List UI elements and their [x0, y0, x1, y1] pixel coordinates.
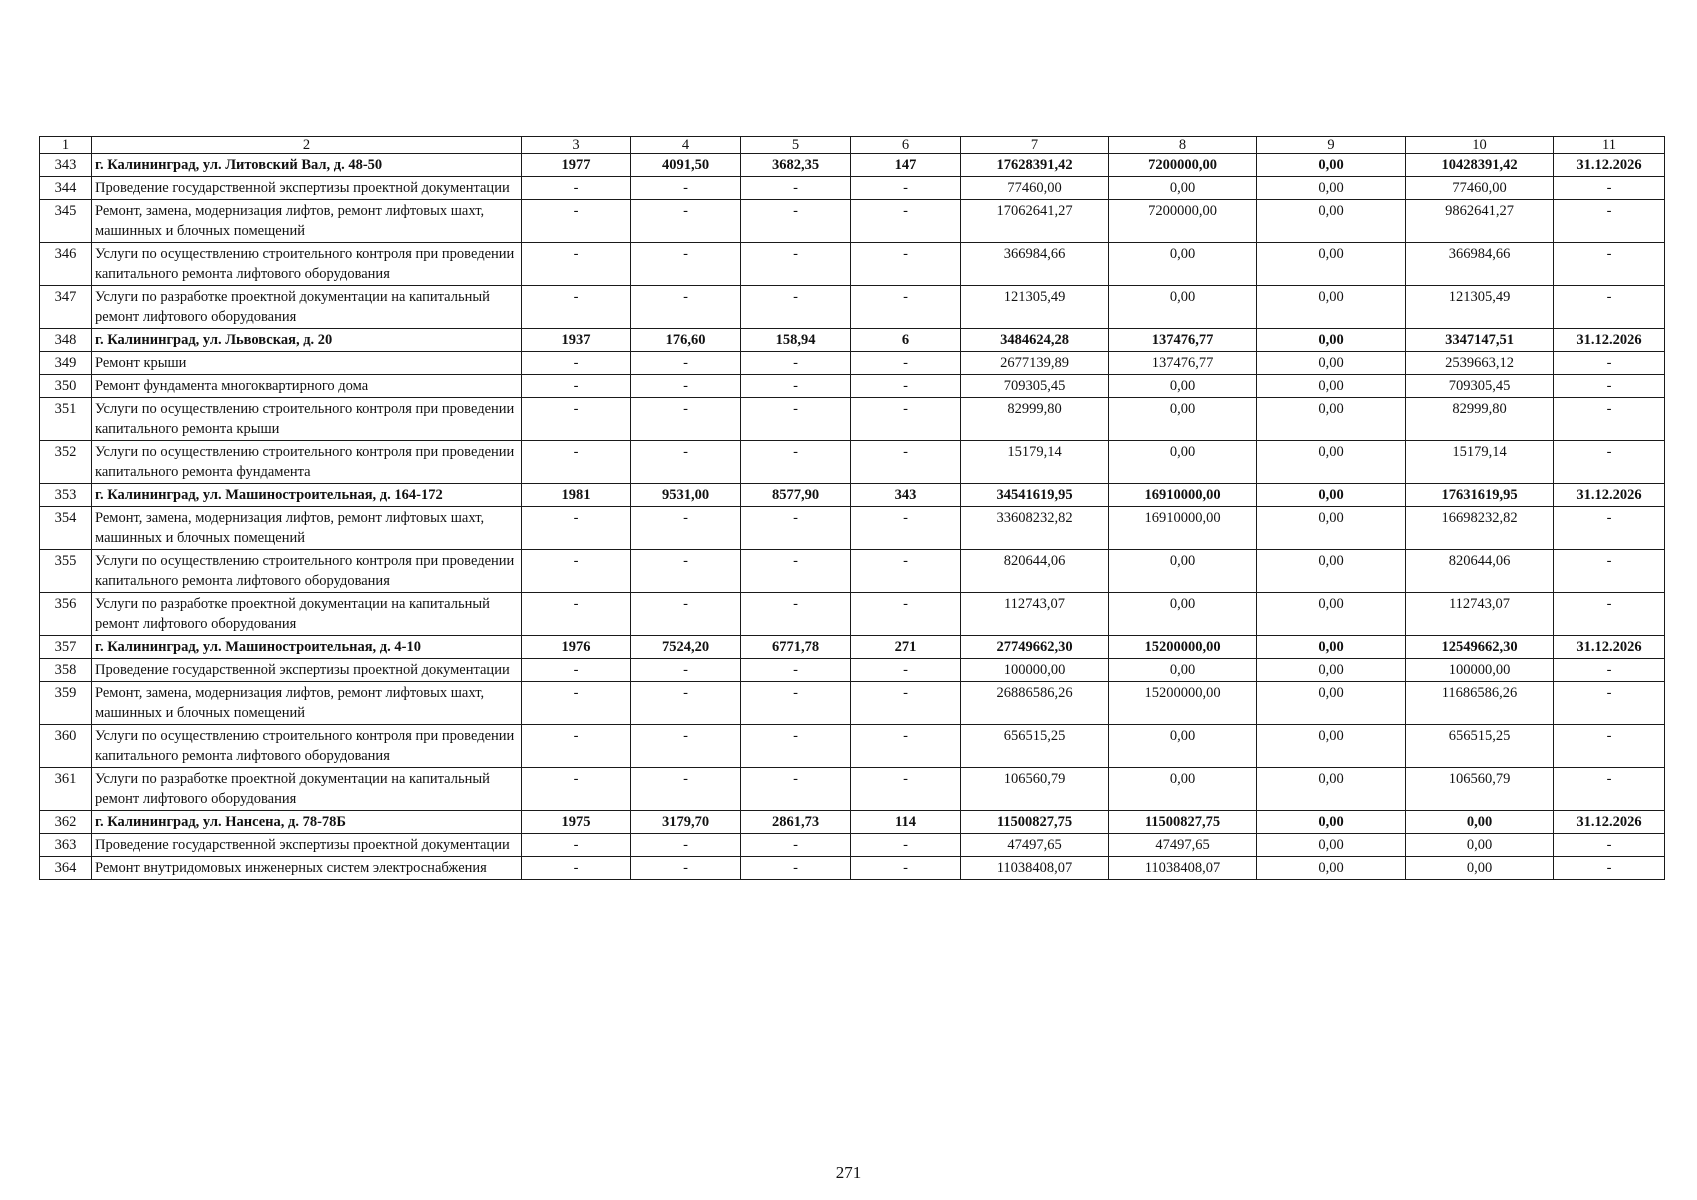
value-cell: 77460,00 — [1406, 177, 1554, 200]
address-row — [40, 811, 1665, 834]
value-cell: - — [851, 375, 961, 398]
value-cell: 15179,14 — [961, 441, 1109, 484]
value-cell: 0,00 — [1109, 286, 1257, 329]
row-number: 361 — [40, 768, 92, 811]
column-number: 6 — [851, 137, 961, 154]
value-cell: 0,00 — [1257, 329, 1406, 352]
value-cell: 7200000,00 — [1109, 154, 1257, 177]
value-cell: 0,00 — [1109, 725, 1257, 768]
value-cell: 0,00 — [1257, 550, 1406, 593]
value-cell: - — [851, 682, 961, 725]
value-cell: 0,00 — [1257, 834, 1406, 857]
deadline-cell: - — [1554, 507, 1665, 550]
work-description: Ремонт крыши — [92, 352, 522, 375]
value-cell: 0,00 — [1109, 375, 1257, 398]
deadline-cell: - — [1554, 550, 1665, 593]
value-cell: 0,00 — [1109, 768, 1257, 811]
value-cell: - — [741, 593, 851, 636]
value-cell: 2861,73 — [741, 811, 851, 834]
value-cell: 0,00 — [1257, 857, 1406, 880]
value-cell: 1977 — [522, 154, 631, 177]
value-cell: - — [851, 725, 961, 768]
value-cell: - — [522, 550, 631, 593]
value-cell: 16698232,82 — [1406, 507, 1554, 550]
value-cell: - — [522, 352, 631, 375]
value-cell: - — [522, 857, 631, 880]
address-row — [40, 484, 1665, 507]
deadline-cell: - — [1554, 177, 1665, 200]
value-cell: 0,00 — [1257, 811, 1406, 834]
value-cell: 271 — [851, 636, 961, 659]
value-cell: 3682,35 — [741, 154, 851, 177]
work-row — [40, 398, 1665, 441]
value-cell: 0,00 — [1257, 200, 1406, 243]
work-row — [40, 286, 1665, 329]
value-cell: - — [631, 177, 741, 200]
value-cell: 366984,66 — [1406, 243, 1554, 286]
value-cell: 7200000,00 — [1109, 200, 1257, 243]
value-cell: 656515,25 — [1406, 725, 1554, 768]
value-cell: - — [631, 441, 741, 484]
value-cell: - — [631, 682, 741, 725]
value-cell: 366984,66 — [961, 243, 1109, 286]
deadline-cell: - — [1554, 659, 1665, 682]
deadline-cell: - — [1554, 375, 1665, 398]
value-cell: 137476,77 — [1109, 329, 1257, 352]
value-cell: 17631619,95 — [1406, 484, 1554, 507]
value-cell: - — [851, 200, 961, 243]
value-cell: - — [631, 550, 741, 593]
work-description: Услуги по разработке проектной документации на капитальный ремонт лифтового оборудования — [92, 286, 522, 329]
value-cell: 121305,49 — [961, 286, 1109, 329]
row-number: 360 — [40, 725, 92, 768]
column-number: 5 — [741, 137, 851, 154]
address-cell: г. Калининград, ул. Машиностроительная, д. 4-10 — [92, 636, 522, 659]
deadline-cell: - — [1554, 286, 1665, 329]
value-cell: - — [631, 593, 741, 636]
value-cell: 82999,80 — [961, 398, 1109, 441]
value-cell: 100000,00 — [961, 659, 1109, 682]
address-cell: г. Калининград, ул. Литовский Вал, д. 48-50 — [92, 154, 522, 177]
row-number: 359 — [40, 682, 92, 725]
value-cell: - — [851, 593, 961, 636]
row-number: 355 — [40, 550, 92, 593]
work-row — [40, 768, 1665, 811]
value-cell: 6 — [851, 329, 961, 352]
value-cell: 147 — [851, 154, 961, 177]
row-number: 346 — [40, 243, 92, 286]
value-cell: 77460,00 — [961, 177, 1109, 200]
row-number: 362 — [40, 811, 92, 834]
value-cell: 15200000,00 — [1109, 682, 1257, 725]
value-cell: - — [851, 286, 961, 329]
work-description: Ремонт, замена, модернизация лифтов, ремонт лифтовых шахт, машинных и блочных помещений — [92, 200, 522, 243]
value-cell: - — [522, 398, 631, 441]
value-cell: 0,00 — [1257, 507, 1406, 550]
value-cell: - — [851, 768, 961, 811]
value-cell: - — [631, 398, 741, 441]
value-cell: 0,00 — [1257, 725, 1406, 768]
value-cell: 11038408,07 — [961, 857, 1109, 880]
deadline-cell: 31.12.2026 — [1554, 636, 1665, 659]
value-cell: 15200000,00 — [1109, 636, 1257, 659]
value-cell: - — [522, 507, 631, 550]
row-number: 344 — [40, 177, 92, 200]
value-cell: - — [522, 593, 631, 636]
value-cell: 10428391,42 — [1406, 154, 1554, 177]
value-cell: - — [741, 834, 851, 857]
value-cell: 0,00 — [1406, 857, 1554, 880]
value-cell: - — [741, 550, 851, 593]
row-number: 354 — [40, 507, 92, 550]
value-cell: 656515,25 — [961, 725, 1109, 768]
value-cell: 9531,00 — [631, 484, 741, 507]
value-cell: - — [741, 375, 851, 398]
value-cell: 0,00 — [1257, 484, 1406, 507]
value-cell: - — [851, 659, 961, 682]
value-cell: - — [741, 725, 851, 768]
value-cell: - — [851, 352, 961, 375]
value-cell: 16910000,00 — [1109, 507, 1257, 550]
value-cell: 0,00 — [1109, 398, 1257, 441]
value-cell: - — [741, 177, 851, 200]
work-row — [40, 725, 1665, 768]
work-description: Услуги по разработке проектной документации на капитальный ремонт лифтового оборудования — [92, 593, 522, 636]
value-cell: 112743,07 — [961, 593, 1109, 636]
value-cell: - — [741, 507, 851, 550]
deadline-cell: - — [1554, 857, 1665, 880]
value-cell: 4091,50 — [631, 154, 741, 177]
value-cell: - — [522, 243, 631, 286]
value-cell: 820644,06 — [961, 550, 1109, 593]
value-cell: - — [522, 286, 631, 329]
value-cell: - — [522, 375, 631, 398]
value-cell: 0,00 — [1257, 177, 1406, 200]
value-cell: - — [522, 441, 631, 484]
work-row — [40, 243, 1665, 286]
row-number: 357 — [40, 636, 92, 659]
value-cell: - — [631, 834, 741, 857]
value-cell: 176,60 — [631, 329, 741, 352]
value-cell: 0,00 — [1109, 177, 1257, 200]
deadline-cell: - — [1554, 682, 1665, 725]
deadline-cell: - — [1554, 834, 1665, 857]
work-row — [40, 441, 1665, 484]
value-cell: - — [851, 398, 961, 441]
value-cell: - — [741, 352, 851, 375]
row-number: 358 — [40, 659, 92, 682]
column-number: 1 — [40, 137, 92, 154]
value-cell: - — [851, 441, 961, 484]
value-cell: 3347147,51 — [1406, 329, 1554, 352]
value-cell: - — [631, 243, 741, 286]
value-cell: 6771,78 — [741, 636, 851, 659]
value-cell: 114 — [851, 811, 961, 834]
value-cell: - — [631, 352, 741, 375]
value-cell: - — [741, 857, 851, 880]
value-cell: - — [631, 857, 741, 880]
deadline-cell: 31.12.2026 — [1554, 329, 1665, 352]
work-row — [40, 352, 1665, 375]
value-cell: 17062641,27 — [961, 200, 1109, 243]
value-cell: 34541619,95 — [961, 484, 1109, 507]
value-cell: 27749662,30 — [961, 636, 1109, 659]
value-cell: 0,00 — [1109, 550, 1257, 593]
work-description: Проведение государственной экспертизы проектной документации — [92, 834, 522, 857]
value-cell: - — [631, 200, 741, 243]
address-row — [40, 636, 1665, 659]
value-cell: 33608232,82 — [961, 507, 1109, 550]
value-cell: 106560,79 — [1406, 768, 1554, 811]
row-number: 353 — [40, 484, 92, 507]
value-cell: 0,00 — [1257, 398, 1406, 441]
value-cell: - — [631, 768, 741, 811]
value-cell: 82999,80 — [1406, 398, 1554, 441]
value-cell: - — [741, 200, 851, 243]
value-cell: 9862641,27 — [1406, 200, 1554, 243]
column-number: 11 — [1554, 137, 1665, 154]
value-cell: 11038408,07 — [1109, 857, 1257, 880]
deadline-cell: - — [1554, 398, 1665, 441]
work-description: Проведение государственной экспертизы проектной документации — [92, 659, 522, 682]
deadline-cell: - — [1554, 441, 1665, 484]
deadline-cell: 31.12.2026 — [1554, 484, 1665, 507]
value-cell: 2539663,12 — [1406, 352, 1554, 375]
value-cell: 137476,77 — [1109, 352, 1257, 375]
value-cell: 12549662,30 — [1406, 636, 1554, 659]
value-cell: - — [522, 177, 631, 200]
value-cell: 1976 — [522, 636, 631, 659]
value-cell: 0,00 — [1406, 834, 1554, 857]
work-description: Услуги по осуществлению строительного контроля при проведении капитального ремонта крыши — [92, 398, 522, 441]
work-description: Ремонт внутридомовых инженерных систем электроснабжения — [92, 857, 522, 880]
address-cell: г. Калининград, ул. Машиностроительная, д. 164-172 — [92, 484, 522, 507]
column-number: 3 — [522, 137, 631, 154]
value-cell: - — [741, 659, 851, 682]
value-cell: - — [741, 398, 851, 441]
value-cell: 121305,49 — [1406, 286, 1554, 329]
value-cell: 158,94 — [741, 329, 851, 352]
value-cell: - — [522, 682, 631, 725]
value-cell: 1975 — [522, 811, 631, 834]
work-description: Услуги по осуществлению строительного контроля при проведении капитального ремонта лифтового оборудования — [92, 550, 522, 593]
work-description: Проведение государственной экспертизы проектной документации — [92, 177, 522, 200]
value-cell: - — [851, 243, 961, 286]
deadline-cell: - — [1554, 200, 1665, 243]
column-number: 10 — [1406, 137, 1554, 154]
value-cell: - — [741, 243, 851, 286]
work-description: Ремонт, замена, модернизация лифтов, ремонт лифтовых шахт, машинных и блочных помещений — [92, 682, 522, 725]
row-number: 345 — [40, 200, 92, 243]
column-number: 7 — [961, 137, 1109, 154]
row-number: 352 — [40, 441, 92, 484]
work-row — [40, 682, 1665, 725]
row-number: 348 — [40, 329, 92, 352]
value-cell: 0,00 — [1109, 243, 1257, 286]
row-number: 356 — [40, 593, 92, 636]
work-row — [40, 177, 1665, 200]
value-cell: - — [631, 725, 741, 768]
capital-repair-table — [39, 136, 1665, 880]
value-cell: 47497,65 — [961, 834, 1109, 857]
value-cell: 0,00 — [1257, 441, 1406, 484]
value-cell: - — [851, 834, 961, 857]
value-cell: 47497,65 — [1109, 834, 1257, 857]
value-cell: - — [851, 507, 961, 550]
value-cell: 0,00 — [1257, 375, 1406, 398]
value-cell: 0,00 — [1257, 154, 1406, 177]
value-cell: - — [741, 768, 851, 811]
row-number: 350 — [40, 375, 92, 398]
value-cell: 7524,20 — [631, 636, 741, 659]
value-cell: - — [522, 834, 631, 857]
deadline-cell: - — [1554, 243, 1665, 286]
value-cell: 820644,06 — [1406, 550, 1554, 593]
work-row — [40, 659, 1665, 682]
value-cell: 106560,79 — [961, 768, 1109, 811]
address-cell: г. Калининград, ул. Львовская, д. 20 — [92, 329, 522, 352]
column-number: 2 — [92, 137, 522, 154]
value-cell: 15179,14 — [1406, 441, 1554, 484]
value-cell: 0,00 — [1257, 659, 1406, 682]
value-cell: 0,00 — [1257, 636, 1406, 659]
deadline-cell: - — [1554, 352, 1665, 375]
value-cell: - — [851, 177, 961, 200]
value-cell: 3179,70 — [631, 811, 741, 834]
value-cell: - — [741, 286, 851, 329]
column-number: 9 — [1257, 137, 1406, 154]
work-row — [40, 507, 1665, 550]
deadline-cell: - — [1554, 593, 1665, 636]
value-cell: 0,00 — [1257, 352, 1406, 375]
value-cell: 3484624,28 — [961, 329, 1109, 352]
value-cell: 0,00 — [1257, 243, 1406, 286]
work-row — [40, 593, 1665, 636]
work-row — [40, 834, 1665, 857]
value-cell: 11686586,26 — [1406, 682, 1554, 725]
value-cell: 0,00 — [1109, 441, 1257, 484]
row-number: 351 — [40, 398, 92, 441]
work-row — [40, 857, 1665, 880]
work-row — [40, 200, 1665, 243]
row-number: 349 — [40, 352, 92, 375]
value-cell: 0,00 — [1257, 593, 1406, 636]
value-cell: - — [522, 659, 631, 682]
value-cell: 8577,90 — [741, 484, 851, 507]
value-cell: 0,00 — [1406, 811, 1554, 834]
deadline-cell: - — [1554, 725, 1665, 768]
address-cell: г. Калининград, ул. Нансена, д. 78-78Б — [92, 811, 522, 834]
value-cell: 11500827,75 — [961, 811, 1109, 834]
value-cell: 0,00 — [1257, 768, 1406, 811]
value-cell: 16910000,00 — [1109, 484, 1257, 507]
column-number-row — [40, 137, 1665, 154]
row-number: 343 — [40, 154, 92, 177]
work-row — [40, 375, 1665, 398]
work-description: Ремонт фундамента многоквартирного дома — [92, 375, 522, 398]
value-cell: - — [741, 682, 851, 725]
deadline-cell: 31.12.2026 — [1554, 811, 1665, 834]
row-number: 363 — [40, 834, 92, 857]
page-number: 271 — [835, 1163, 862, 1182]
value-cell: 0,00 — [1257, 682, 1406, 725]
value-cell: 0,00 — [1257, 286, 1406, 329]
work-description: Услуги по разработке проектной документации на капитальный ремонт лифтового оборудования — [92, 768, 522, 811]
address-row — [40, 154, 1665, 177]
value-cell: 709305,45 — [961, 375, 1109, 398]
row-number: 347 — [40, 286, 92, 329]
value-cell: 2677139,89 — [961, 352, 1109, 375]
value-cell: 0,00 — [1109, 659, 1257, 682]
value-cell: 1937 — [522, 329, 631, 352]
value-cell: - — [631, 507, 741, 550]
column-number: 4 — [631, 137, 741, 154]
value-cell: 26886586,26 — [961, 682, 1109, 725]
value-cell: - — [631, 375, 741, 398]
work-description: Услуги по осуществлению строительного контроля при проведении капитального ремонта фундамента — [92, 441, 522, 484]
work-description: Услуги по осуществлению строительного контроля при проведении капитального ремонта лифтового оборудования — [92, 725, 522, 768]
work-row — [40, 550, 1665, 593]
value-cell: 1981 — [522, 484, 631, 507]
row-number: 364 — [40, 857, 92, 880]
value-cell: - — [851, 857, 961, 880]
value-cell: 0,00 — [1109, 593, 1257, 636]
value-cell: 112743,07 — [1406, 593, 1554, 636]
value-cell: - — [522, 768, 631, 811]
value-cell: 709305,45 — [1406, 375, 1554, 398]
value-cell: 343 — [851, 484, 961, 507]
column-number: 8 — [1109, 137, 1257, 154]
value-cell: 11500827,75 — [1109, 811, 1257, 834]
value-cell: 17628391,42 — [961, 154, 1109, 177]
deadline-cell: - — [1554, 768, 1665, 811]
value-cell: 100000,00 — [1406, 659, 1554, 682]
value-cell: - — [631, 286, 741, 329]
value-cell: - — [522, 200, 631, 243]
value-cell: - — [631, 659, 741, 682]
address-row — [40, 329, 1665, 352]
work-description: Ремонт, замена, модернизация лифтов, ремонт лифтовых шахт, машинных и блочных помещений — [92, 507, 522, 550]
value-cell: - — [522, 725, 631, 768]
value-cell: - — [851, 550, 961, 593]
work-description: Услуги по осуществлению строительного контроля при проведении капитального ремонта лифтового оборудования — [92, 243, 522, 286]
deadline-cell: 31.12.2026 — [1554, 154, 1665, 177]
value-cell: - — [741, 441, 851, 484]
